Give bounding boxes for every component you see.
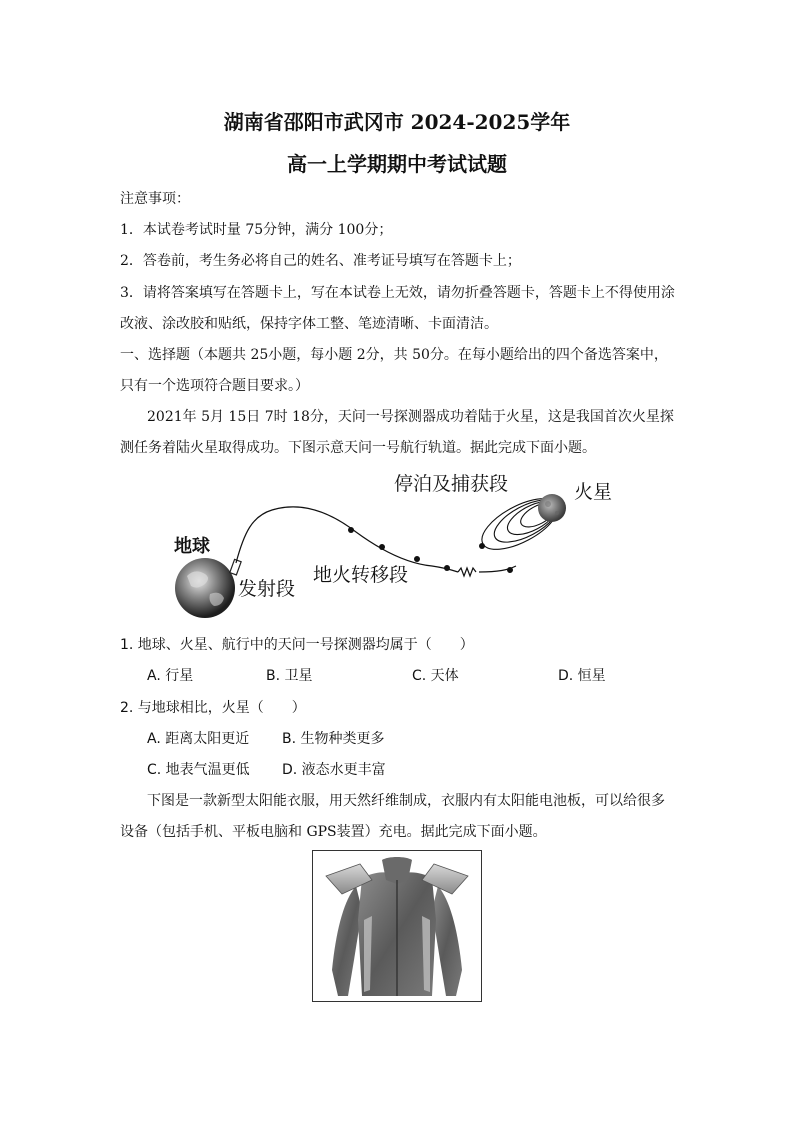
trajectory-point [507,567,513,573]
solar-clothing-photo [312,850,482,1002]
notice-item-2: 2．答卷前，考生务必将自己的姓名、准考证号填写在答题卡上； [120,253,521,269]
question-2-option-c: C. 地表气温更低 [147,762,250,778]
label-launch-phase: 发射段 [238,578,296,600]
label-capture-phase: 停泊及捕获段 [394,473,509,495]
trajectory-break-mark [458,568,476,576]
notice-heading: 注意事项： [120,191,190,207]
exam-title-line1: 湖南省邵阳市武冈市 2024-2025学年 [223,110,571,134]
trajectory-point [348,527,354,533]
label-earth: 地球 [174,536,210,557]
orbit-point [479,543,485,549]
trajectory-point [414,556,420,562]
passage1-line-a: 2021年 5月 15日 7时 18分，天问一号探测器成功着陆于火星，这是我国首次火星探 [147,409,674,425]
question-1-option-c: C. 天体 [412,668,459,684]
passage1-line-b: 测任务着陆火星取得成功。下图示意天问一号航行轨道。据此完成下面小题。 [120,440,596,456]
earth-globe [175,558,235,618]
question-2-option-a: A. 距离太阳更近 [147,731,250,747]
section1-intro-b: 只有一个选项符合题目要求。） [120,378,309,394]
question-1-stem: 1. 地球、火星、航行中的天问一号探测器均属于（ ） [120,637,474,653]
exam-title-line2: 高一上学期期中考试试题 [287,152,507,176]
probe-icon [230,559,241,575]
notice-item-1: 1．本试卷考试时量 75分钟，满分 100分； [120,222,393,238]
trajectory-figure [160,468,640,628]
label-mars: 火星 [574,481,613,503]
mars-globe [538,494,566,522]
passage2-line-a: 下图是一款新型太阳能衣服，用天然纤维制成，衣服内有太阳能电池板，可以给很多 [147,793,665,809]
question-1-option-d: D. 恒星 [558,668,606,684]
label-transfer-phase: 地火转移段 [313,564,409,586]
notice-item-3b: 改液、涂改胶和贴纸，保持字体工整、笔迹清晰、卡面清洁。 [120,316,498,332]
transfer-trajectory [236,507,458,572]
notice-item-3a: 3．请将答案填写在答题卡上，写在本试卷上无效，请勿折叠答题卡，答题卡上不得使用涂 [120,285,675,301]
question-1-option-a: A. 行星 [147,668,194,684]
question-1-option-b: B. 卫星 [266,668,313,684]
section1-intro-a: 一、选择题（本题共 25小题，每小题 2分，共 50分。在每小题给出的四个备选答案中， [120,347,668,363]
question-2-stem: 2. 与地球相比，火星（ ） [120,700,306,716]
question-2-option-d: D. 液态水更丰富 [282,762,386,778]
question-2-option-b: B. 生物种类更多 [282,731,385,747]
passage2-line-b: 设备（包括手机、平板电脑和 GPS装置）充电。据此完成下面小题。 [120,824,547,840]
trajectory-point [379,544,385,550]
trajectory-point [444,565,450,571]
